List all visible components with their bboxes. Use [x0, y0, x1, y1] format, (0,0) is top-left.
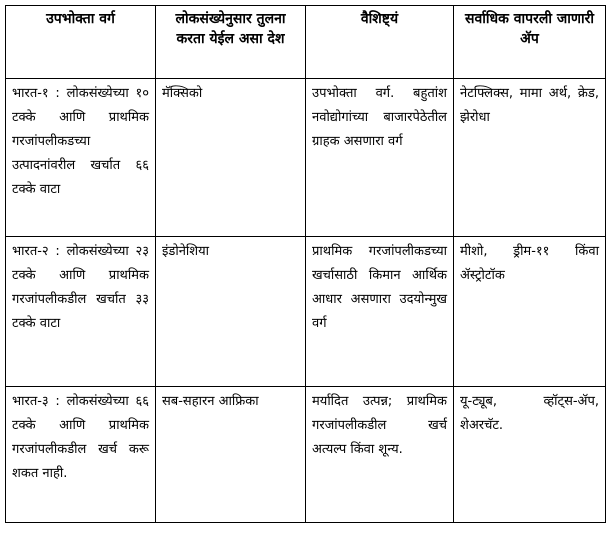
cell-features: मर्यादित उत्पन्न; प्राथमिक गरजांपलीकडील खर्च अत्यल्प किंवा शून्य.: [306, 387, 454, 523]
consumer-class-table: [5, 5, 606, 523]
cell-consumer-class: भारत-३ : लोकसंख्येच्या ६६ टक्के आणि प्राथमिक गरजांपलीकडील खर्च करू शकत नाही.: [6, 387, 156, 523]
cell-country: सब-सहारन आफ्रिका: [156, 387, 306, 523]
cell-features: उपभोक्ता वर्ग. बहुतांश नवोद्योगांच्या बाजारपेठेतील ग्राहक असणारा वर्ग: [306, 79, 454, 237]
header-most-used-apps: सर्वाधिक वापरली जाणारी ॲप: [454, 6, 606, 79]
cell-country: इंडोनेशिया: [156, 237, 306, 387]
table-row: [6, 79, 606, 237]
cell-apps: मीशो, ड्रीम-११ किंवा ॲस्ट्रोटॉक: [454, 237, 606, 387]
cell-apps: नेटफ्लिक्स, मामा अर्थ, क्रेड, झेरोधा: [454, 79, 606, 237]
cell-features: प्राथमिक गरजांपलीकडच्या खर्चासाठी किमान आर्थिक आधार असणारा उदयोन्मुख वर्ग: [306, 237, 454, 387]
cell-apps: यू-ट्यूब, व्हॉट्स-ॲप, शेअरचॅट.: [454, 387, 606, 523]
header-consumer-class: उपभोक्ता वर्ग: [6, 6, 156, 79]
header-comparable-country: लोकसंख्येनुसार तुलना करता येईल असा देश: [156, 6, 306, 79]
consumer-class-table-container: [5, 5, 606, 523]
table-row: [6, 387, 606, 523]
cell-country: मॅक्सिको: [156, 79, 306, 237]
header-features: वैशिष्ट्यं: [306, 6, 454, 79]
cell-consumer-class: भारत-२ : लोकसंख्येच्या २३ टक्के आणि प्राथमिक गरजांपलीकडील खर्चात ३३ टक्के वाटा: [6, 237, 156, 387]
table-row: [6, 237, 606, 387]
table-header-row: [6, 6, 606, 79]
cell-consumer-class: भारत-१ : लोकसंख्येच्या १० टक्के आणि प्राथमिक गरजांपलीकडच्या उत्पादनांवरील खर्चात ६६ टक्के वाटा: [6, 79, 156, 237]
